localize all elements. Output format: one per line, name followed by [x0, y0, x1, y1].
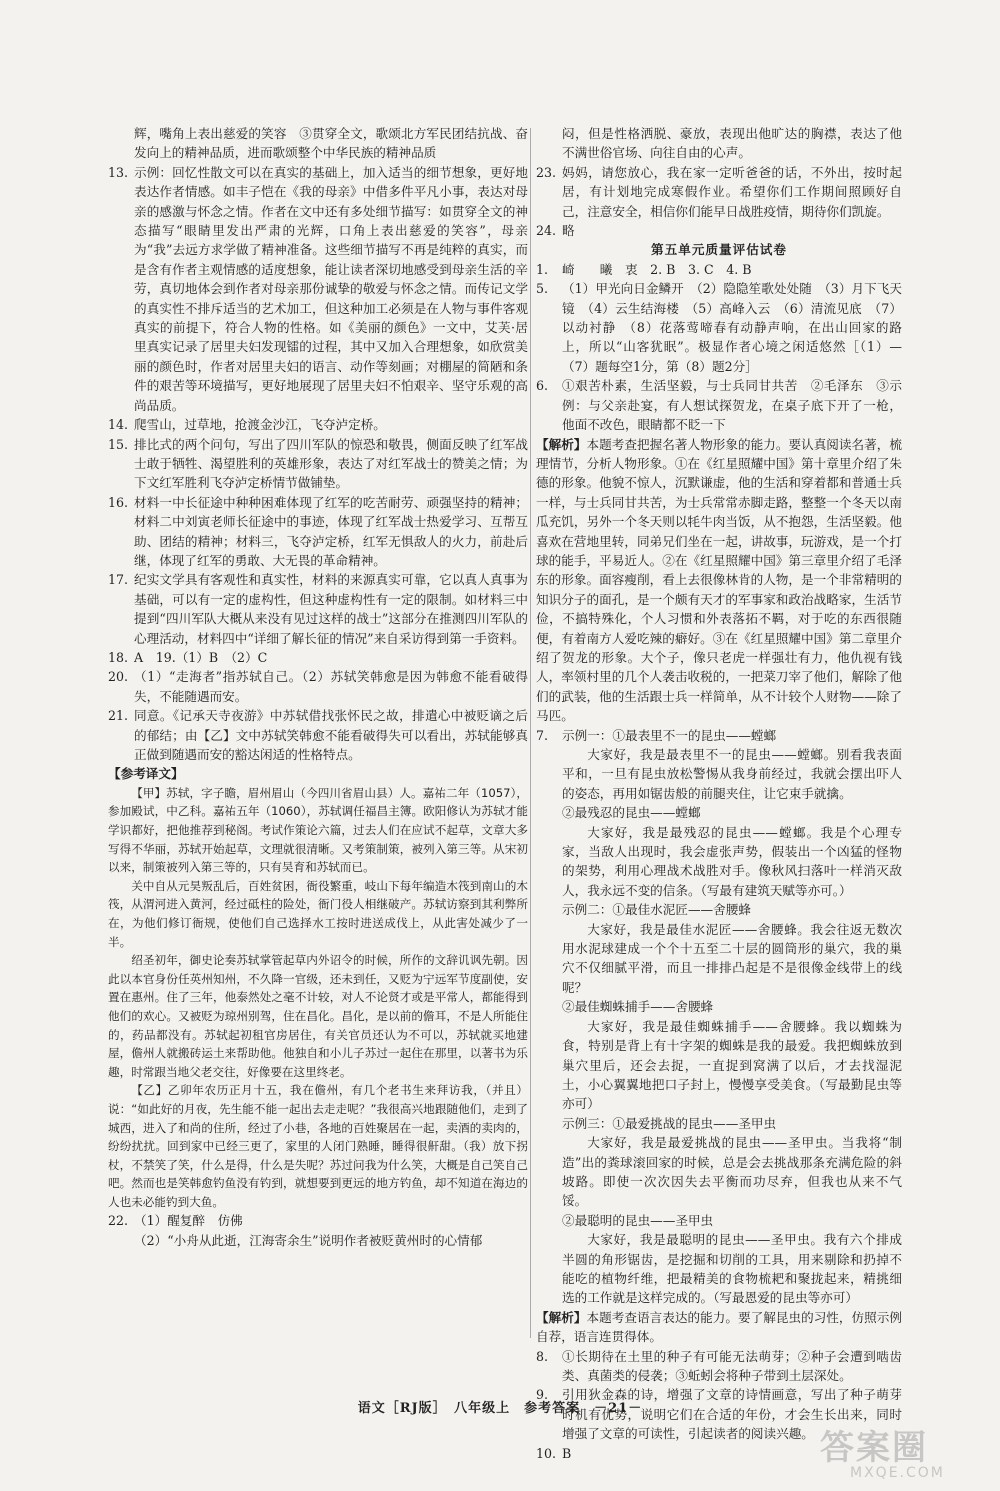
answer-item [536, 726, 902, 745]
answer-item [108, 667, 528, 706]
question-number: 6. [536, 378, 549, 394]
answer-item [536, 260, 902, 279]
answer-item [108, 124, 528, 163]
answer-text: （1）甲光向日金鳞开 （2）隐隐笙歌处处随 （3）月下飞天镜 （4）云生结海楼 （5）高峰入云 （6）清流见底 （7）以动衬静 （8）花落莺啼春有动静声响，在出山回家的路上，所以“山客犹眠”。极显作者心境之闲适悠然［（1）—（7）题每空1分，第（8）题2分］ [562, 281, 902, 374]
answer-item [108, 435, 528, 493]
watermark-text: 答案圈 [820, 1428, 928, 1468]
sample-text: 示例二：①最佳水泥匠——舍腰蜂 [562, 902, 751, 918]
translation-paragraph: 【甲】苏轼，字子瞻，眉州眉山（今四川省眉山县）人。嘉祐二年（1057），参加殿试，中乙科。嘉祐五年（1060），苏轼调任福昌主簿。欧阳修认为苏轼才能学识都好，把他推荐到秘阁。考试作策论六篇，过去人们在应试不起草，文章大多写得不华丽，苏轼开始起草，文理就很清晰。又考策制策，被列入第三等。从宋初以来，制策被列入第三等的，只有吴育和苏轼而已。 [108, 785, 528, 875]
answer-text: A 19.（1）B （2）C [134, 649, 268, 665]
answer-text: 示例：回忆性散文可以在真实的基础上，加入适当的细节想象，更好地表达作者情感。如丰子恺在《我的母亲》中借多件平凡小事，表达对母亲的感激与怀念之情。作者在文中还有多处细节描写：如贯穿全文的神态描写“眼睛里发出严肃的光辉，口角上表出慈爱的笑容”，母亲为“我”去远方求学做了精神准备。这些细节描写不再是纯粹的真实，而是含有作者主观情感的适度想象，能让读者深切地感受到母亲生活的辛劳，真切地体会到作者对母亲那份诚挚的敬爱与怀念之情。而传记文学的真实性不排斥适当的艺术加工，但这种加工必须是在人物与事件客观真实的前提下，符合人物的性格。如《美丽的颜色》一文中，艾芙·居里真实记录了居里夫妇发现镭的过程，其中又加入合理想象，如欣赏美丽的颜色时，作者对居里夫妇的语言、动作等刻画；对棚屋的简陋和条件的艰苦等环境描写，更好地展现了居里夫妇不怕艰辛、坚守乐观的高尚品质。 [134, 164, 528, 413]
answer-item [536, 163, 902, 221]
right-column [536, 124, 902, 1463]
answer-text: 爬雪山，过草地，抢渡金沙江，飞夺泸定桥。 [134, 417, 386, 433]
answer-text: 略 [562, 223, 575, 239]
answer-text: ①长期待在土里的种子有可能无法萌芽；②种子会遭到啮齿类、真菌类的侵袭；③蚯蚓会将种子带到土层深处。 [562, 1348, 902, 1383]
analysis-text: 本题考查语言表达的能力。要了解昆虫的习性，仿照示例自荐，语言连贯得体。 [536, 1309, 903, 1345]
question-number: 5. [536, 281, 549, 297]
reference-translation-title: 【参考译文】 [108, 766, 184, 782]
watermark-logo [820, 1420, 990, 1482]
question-number: 9. [536, 1387, 549, 1403]
answer-item [536, 279, 902, 376]
question-number: 14. [108, 417, 129, 433]
question-number: 1. [536, 261, 549, 277]
answer-text: 妈妈，请您放心，我在家一定听爸爸的话，不外出，按时起居，有计划地完成寒假作业。希望你们工作期间照顾好自己，注意安全，相信你们能早日战胜疫情，期待你们凯旋。 [562, 164, 902, 219]
question-number: 17. [108, 572, 129, 588]
answer-item [108, 570, 528, 648]
answer-text: 同意。《记承天寺夜游》中苏轼借找张怀民之故，排遣心中被贬谪之后的郁结；由【乙】文中苏轼笑韩愈不能看破得失可以看出，苏轼能够真正做到随遇而安的豁达闲适的性格特点。 [134, 708, 528, 762]
column-divider [530, 128, 531, 1338]
translation-paragraph: 绍圣初年，御史论奏苏轼掌管起草内外诏令的时候，所作的文辞讥讽先朝。因此以本官身份任英州知州，不久降一官级，还未到任，又贬为宁远军节度副使，安置在惠州。住了三年，他泰然处之毫不计较，对人不论贤才或是平常人，都能得到他们的欢心。又被贬为琼州别驾，住在昌化。昌化，是以前的儋耳，不是人所能住的，药品都没有。苏轼起初租官房居住，有关官员还认为不可以，苏轼就买地建屋，儋州人就搬砖运土来帮助他。他独自和小儿子苏过一起住在那里，以著书为乐趣，时常跟当地父老交往，好像要在这里终老。 [108, 953, 528, 1079]
answer-item [108, 648, 528, 667]
translation-paragraph: 关中自从元昊叛乱后，百姓贫困，衙役繁重，岐山下每年编造木筏到南山的木筏，从渭河进入黄河，经过砥柱的险处，衙门役人相继破产。苏轼访察到其利弊所在，为他们修订衙规，使他们自己选择水工按时进送成伐上，从此害处减少了一半。 [108, 878, 528, 949]
answer-text: 示例一：①最表里不一的昆虫——螳螂 [562, 727, 777, 743]
analysis-paragraph [536, 1308, 902, 1347]
answer-item [536, 124, 902, 163]
answer-item [108, 1211, 528, 1230]
question-number: 23. [536, 164, 557, 180]
answer-text: 排比式的两个问句，写出了四川军队的惊恐和敬畏，侧面反映了红军战士敢于牺牲、渴望胜利的英雄形象，表达了对红军战士的赞美之情；为下文红军胜利飞夺泸定桥情节做铺垫。 [134, 436, 528, 491]
translation-paragraph: 【乙】乙卯年农历正月十五，我在儋州，有几个老书生来拜访我，（并且）说：“如此好的月夜，先生能不能一起出去走走呢？”我很高兴地跟随他们，走到了城西，进入了和尚的住所，经过了小巷，各地的百姓聚居在一起，卖酒的卖肉的，纷纷扰扰。回到家中已经三更了，家里的人闭门熟睡，睡得很鼾甜。（我）放下拐杖，不禁笑了笑，什么是得，什么是失呢？苏过问我为什么笑，大概是自己笑自己吧。然而也是笑韩愈钓鱼没有钓到，就想要到更远的地方钓鱼，却不知道在海边的人也未必能钓到大鱼。 [108, 1083, 528, 1209]
sample-text: 大家好，我是最残忍的昆虫——螳螂。我是个心理专家，当敌人出现时，我会虚张声势，假装出一个凶猛的怪物的架势，利用心理战术战胜对手。像秋风扫落叶一样消灭敌人，我永远不变的信条。（写最有建筑天赋等亦可。） [562, 824, 902, 898]
sample-text: ②最佳蜘蛛捕手——舍腰蜂 [562, 999, 714, 1015]
answer-text: 辉，嘴角上表出慈爱的笑容 ③贯穿全文，歌颂北方军民团结抗战、奋发向上的精神品质，进而歌颂整个中华民族的精神品质 [134, 126, 528, 161]
question-number: 18. [108, 649, 129, 665]
answer-item [536, 221, 902, 240]
answer-item [536, 1347, 902, 1386]
section-title: 第五单元质量评估试卷 [651, 242, 787, 258]
watermark-url: MXQE.COM [850, 1465, 945, 1481]
analysis-label: 【解析】 [536, 436, 587, 452]
question-number: 20. [108, 669, 129, 685]
analysis-paragraph [536, 435, 902, 726]
sample-text: ②最残忍的昆虫——螳螂 [562, 805, 701, 821]
answer-item [108, 706, 528, 764]
question-number: 7. [536, 727, 549, 743]
question-number: 22. [108, 1213, 129, 1229]
sample-text: ②最聪明的昆虫——圣甲虫 [562, 1212, 714, 1228]
question-number: 21. [108, 708, 129, 724]
question-number [108, 124, 134, 163]
sample-text: 大家好，我是最表里不一的昆虫——螳螂。别看我表面平和，一旦有昆虫放松警惕从我身前经过，我就会摆出吓人的姿态，再用如锯齿般的前腿夹住，让它束手就擒。 [562, 747, 902, 801]
answer-item [108, 415, 528, 434]
analysis-text: 本题考查把握名著人物形象的能力。要认真阅读名著，梳理情节，分析人物形象。①在《红星照耀中国》第十章里介绍了朱德的形象。他貌不惊人，沉默谦虚，他的生活和穿着都和普通士兵一样，与士兵同甘共苦，为士兵常常赤脚走路，整整一个冬天以南瓜充饥，另外一个冬天则以牦牛肉当饭，从不抱怨，生活坚毅。他喜欢在营地里转，同弟兄们坐在一起，讲故事，玩游戏，是一个打球的能手，平易近人。②在《红星照耀中国》第三章里介绍了毛泽东的形象。面容瘦削，看上去很像林肯的人物，是一个非常精明的知识分子的面孔，是一个颇有天才的军事家和政治战略家，生活节俭，不搞特殊化，个人习惯和外表落拓不羁，对于吃的东西很随便，有着南方人爱吃辣的癖好。③在《红星照耀中国》第二章里介绍了贺龙的形象。大个子，像只老虎一样强壮有力，他仇视有钱人，率领村里的几个人袭击收税的，一把菜刀宰了他们，解除了他们的武装，他的生活跟士兵一样简单，从不计较个人财物——除了马匹。 [536, 436, 903, 724]
answer-text: 纪实文学具有客观性和真实性，材料的来源真实可靠，它以真人真事为基础，可以有一定的虚构性，但这种虚构性有一定的限制。如材料三中提到“四川军队大概从来没有见过这样的战士”这部分在推测四川军队的心理活动，材料四中“详细了解长征的情况”来自采访得到第一手资料。 [134, 572, 528, 646]
sample-text: 大家好，我是最佳蜘蛛捕手——舍腰蜂。我以蜘蛛为食，特别是背上有十字架的蜘蛛是我的最爱。我把蜘蛛放到巢穴里后，还会去捉，一直捉到窝满了以后，才去找湿泥土，小心翼翼地把口子封上，慢慢享受美食。（写最勤昆虫等亦可） [562, 1018, 902, 1112]
answer-text: 材料一中长征途中种种困难体现了红军的吃苦耐劳、顽强坚持的精神；材料二中刘寅老师长征途中的事迹，体现了红军战士热爱学习、互帮互助、团结的精神；材料三，飞夺泸定桥，红军无惧敌人的火力，前赴后继，体现了红军的勇敢、大无畏的革命精神。 [134, 494, 528, 568]
analysis-label: 【解析】 [536, 1309, 587, 1325]
answer-item [108, 493, 528, 571]
question-number [536, 124, 562, 163]
answer-text: 闷，但是性格洒脱、豪放，表现出他旷达的胸襟，表达了他不满世俗官场、向往自由的心声。 [562, 126, 902, 161]
sample-text: 大家好，我是最爱挑战的昆虫——圣甲虫。当我将“制造”出的粪球滚回家的时候，总是会去挑战那条充满危险的斜坡路。即使一次次因失去平衡而功尽弃，但我也从来不气馁。 [562, 1135, 902, 1209]
sample-text: 大家好，我是最聪明的昆虫——圣甲虫。我有六个排成半圆的角形锯齿，是挖掘和切削的工具，用来剔除和扔掉不能吃的植物纤维，把最精美的食物梳耙和聚拢起来，精挑细选的工作就是这样完成的。（写最恩爱的昆虫等亦可） [562, 1232, 902, 1306]
page-footer: 语文［RJ版］ 八年级上 参考答案 －21－ [357, 1401, 643, 1416]
question-number: 16. [108, 494, 129, 510]
sample-text: 示例三：①最爱挑战的昆虫——圣甲虫 [562, 1115, 777, 1131]
answer-text: B [562, 1445, 572, 1461]
answer-item [108, 163, 528, 415]
answer-text: （1）醒复醉 仿佛 [134, 1213, 243, 1229]
answer-text: ①艰苦朴素，生活坚毅，与士兵同甘共苦 ②毛泽东 ③示例：与父亲赴宴，有人想试探贺龙，在桌子底下开了一枪，他面不改色，眼睛都不眨一下 [562, 378, 902, 433]
answer-text: （1）“走海者”指苏轼自己。（2）苏轼笑韩愈是因为韩愈不能看破得失，不能随遇而安。 [134, 669, 528, 704]
question-number: 13. [108, 164, 129, 180]
sample-text: 大家好，我是最佳水泥匠——舍腰蜂。我会往返无数次用水泥球建成一个个十五至二十层的圆筒形的巢穴，我的巢穴不仅细腻平滑，而且一排排凸起是不是很像金线带上的线呢？ [562, 921, 902, 995]
left-column [108, 124, 528, 1250]
question-number: 15. [108, 436, 129, 452]
answer-text: 引用狄金森的诗，增强了文章的诗情画意，写出了种子萌芽时机有优势，说明它们在合适的年份，才会生长出来，同时增强了文章的可读性，引起读者的阅读兴趣。 [562, 1387, 902, 1442]
answer-item [536, 376, 902, 434]
answer-text: 崎 曦 衷 2. B 3. C 4. B [562, 261, 752, 277]
question-number: 10. [536, 1445, 557, 1461]
question-number: 24. [536, 223, 557, 239]
question-number: 8. [536, 1348, 549, 1364]
answer-text: （2）“小舟从此逝，江海寄余生”说明作者被贬黄州时的心情郁 [134, 1232, 483, 1248]
